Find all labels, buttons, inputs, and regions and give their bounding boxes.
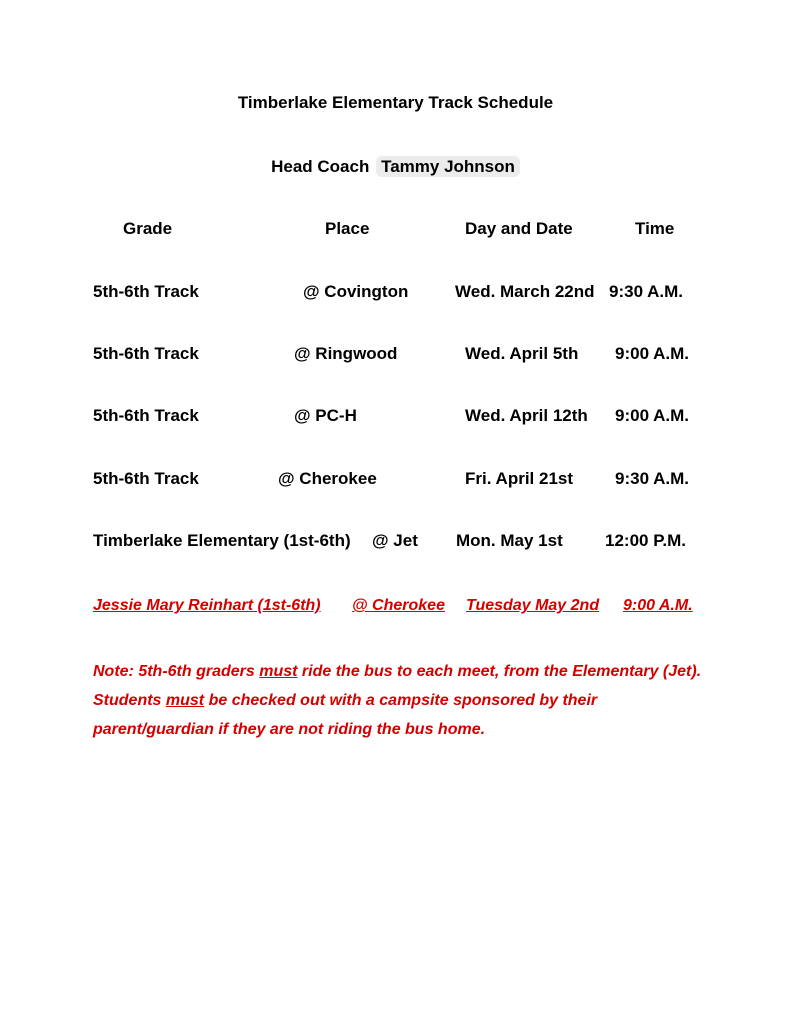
row-1-date: Wed. March 22nd xyxy=(455,282,595,301)
row-1-time: 9:30 A.M. xyxy=(609,282,684,301)
row-2-grade: 5th-6th Track xyxy=(93,344,199,363)
row-4-date: Fri. April 21st xyxy=(465,469,574,488)
header-day-date: Day and Date xyxy=(465,219,573,238)
bus-note xyxy=(93,657,713,744)
special-row-place: @ Cherokee xyxy=(352,597,445,614)
note-part-3: be checked out with a campsite sponsored by their parent/guardian if they are not riding the bus home. xyxy=(93,692,598,738)
row-1-grade: 5th-6th Track xyxy=(93,282,199,301)
header-place: Place xyxy=(325,219,370,238)
row-5-date: Mon. May 1st xyxy=(456,531,563,550)
row-1-place: @ Covington xyxy=(303,282,409,301)
row-2-place: @ Ringwood xyxy=(294,344,398,363)
row-4-place: @ Cherokee xyxy=(278,469,377,488)
row-2-date: Wed. April 5th xyxy=(465,344,579,363)
note-emphasis-must-1: must xyxy=(259,663,298,680)
header-time: Time xyxy=(635,219,675,238)
special-row-grade: Jessie Mary Reinhart (1st-6th) xyxy=(93,597,321,614)
note-part-1: Note: 5th-6th graders xyxy=(93,663,260,680)
row-5-grade: Timberlake Elementary (1st-6th) xyxy=(93,531,351,550)
row-4-grade: 5th-6th Track xyxy=(93,469,199,488)
head-coach-name: Tammy Johnson xyxy=(376,156,520,177)
row-5-time: 12:00 P.M. xyxy=(605,531,686,550)
note-part-2: ride the bus to each meet, from the Elementary (Jet). Students xyxy=(93,663,702,709)
row-3-time: 9:00 A.M. xyxy=(615,406,690,425)
head-coach-line xyxy=(0,156,791,178)
special-row-date: Tuesday May 2nd xyxy=(466,597,600,614)
head-coach-label: Head Coach xyxy=(271,157,370,176)
note-emphasis-must-2: must xyxy=(165,692,205,709)
row-3-grade: 5th-6th Track xyxy=(93,406,199,425)
document-title: Timberlake Elementary Track Schedule xyxy=(237,93,554,112)
row-5-place: @ Jet xyxy=(372,531,418,550)
header-grade: Grade xyxy=(123,219,173,238)
row-3-date: Wed. April 12th xyxy=(465,406,588,425)
row-2-time: 9:00 A.M. xyxy=(615,344,690,363)
row-4-time: 9:30 A.M. xyxy=(615,469,690,488)
special-row-time: 9:00 A.M. xyxy=(623,597,693,614)
row-3-place: @ PC-H xyxy=(294,406,357,425)
